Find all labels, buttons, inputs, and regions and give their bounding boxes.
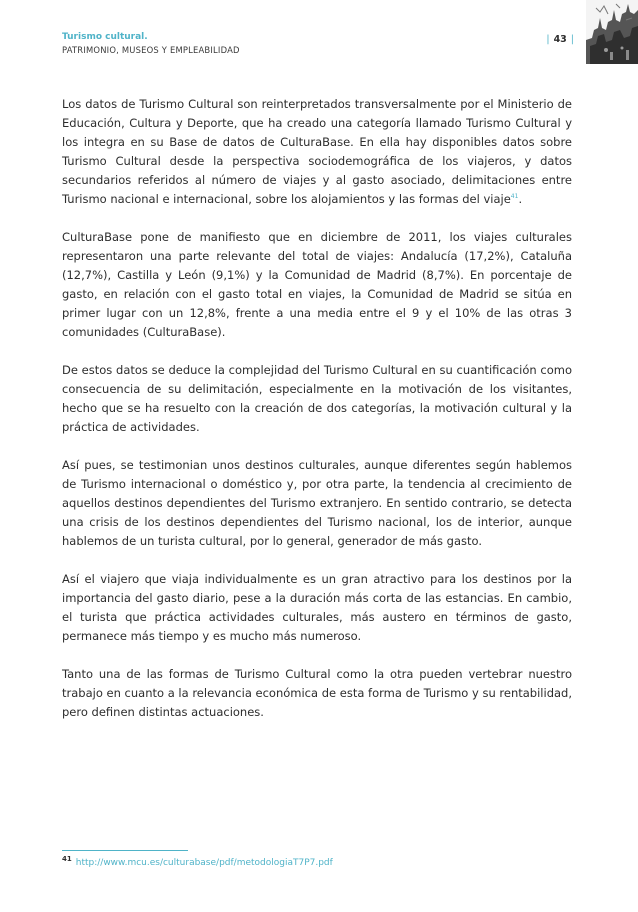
paragraph-6: Tanto una de las formas de Turismo Cultural como la otra pueden vertebrar nuestro trabajo en cuanto a la relevancia económica de esta forma de Turismo y su rentabilidad, pero definen distintas actuaciones. [62, 667, 572, 719]
footnote-number: 41 [62, 855, 72, 863]
page-number-divider-right: | [570, 34, 574, 45]
running-title: Turismo cultural. [62, 32, 148, 42]
page-number [542, 34, 578, 46]
paragraph-2: CulturaBase pone de manifiesto que en diciembre de 2011, los viajes culturales representaron una parte relevante del total de viajes: Andalucía (17,2%), Cataluña (12,7%), Castilla y León (9,1%) y la Comunidad de Madrid (8,7%). En porcentaje de gasto, en relación con el gasto total en viajes, la Comunidad de Madrid se sitúa en primer lugar con un 12,8%, frente a una media entre el 9 y el 10% de las otras 3 comunidades (CulturaBase). [62, 230, 572, 339]
paragraph-5: Así el viajero que viaja individualmente es un gran atractivo para los destinos por la importancia del gasto diario, pese a la duración más corta de las estancias. En cambio, el turista que práctica actividades culturales, más austero en términos de gasto, permanece más tiempo y es mucho más numeroso. [62, 572, 572, 643]
paragraph-3: De estos datos se deduce la complejidad del Turismo Cultural en su cuantificación como consecuencia de su delimitación, especialmente en la motivación de los visitantes, hecho que se ha resuelto con la creación de dos categorías, la motivación cultural y la práctica de actividades. [62, 363, 572, 434]
running-header [62, 31, 582, 56]
corner-illustration-icon [586, 0, 638, 64]
running-subtitle: PATRIMONIO, MUSEOS Y EMPLEABILIDAD [62, 45, 240, 55]
footnote [62, 857, 333, 869]
paragraph-4: Así pues, se testimonian unos destinos culturales, aunque diferentes según hablemos de Turismo internacional o doméstico y, por otra parte, la tendencia al crecimiento de aquellos destinos dependientes del Turismo extranjero. En sentido contrario, se detecta una crisis de los destinos dependientes del Turismo nacional, los de interior, aunque hablemos de un turista cultural, por lo general, generador de más gasto. [62, 458, 572, 548]
page-number-value: 43 [553, 34, 567, 45]
paragraph-1-text: Los datos de Turismo Cultural son reinterpretados transversalmente por el Ministerio de Educación, Cultura y Deporte, que ha creado una categoría llamado Turismo Cultural y los integra en su Base de datos de CulturaBase. En ella hay disponibles datos sobre Turismo Cultural desde la perspectiva sociodemográfica de los viajeros, y datos secundarios referidos al número de viajes y al gasto asociado, delimitaciones entre Turismo nacional e internacional, sobre los alojamientos y las formas del viaje [62, 97, 572, 206]
footnote-reference[interactable]: 41 [510, 193, 519, 201]
footnote-divider [62, 850, 188, 851]
page-number-divider-left: | [546, 34, 550, 45]
paragraph-1: Los datos de Turismo Cultural son reinterpretados transversalmente por el Ministerio de Educación, Cultura y Deporte, que ha creado una categoría llamado Turismo Cultural y los integra en su Base de datos de CulturaBase. En ella hay disponibles datos sobre Turismo Cultural desde la perspectiva sociodemográfica de los viajeros, y datos secundarios referidos al número de viajes y al gasto asociado, delimitaciones entre Turismo nacional e internacional, sobre los alojamientos y las formas del viaje$^{41}$. [62, 97, 572, 206]
body-text [62, 95, 572, 741]
footnote-link[interactable]: http://www.mcu.es/culturabase/pdf/metodologiaT7P7.pdf [75, 858, 333, 868]
